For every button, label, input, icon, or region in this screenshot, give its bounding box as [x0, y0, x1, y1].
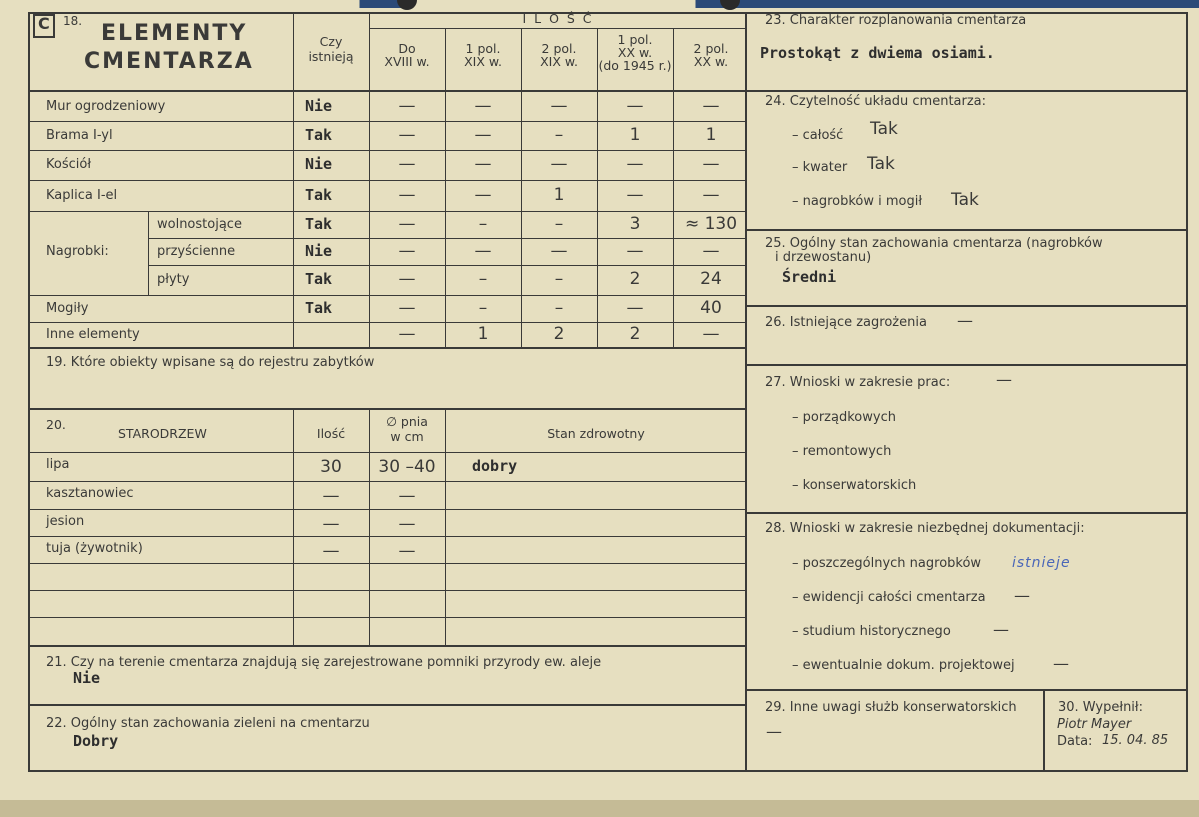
q24-label: 24. Czytelność układu cmentarza:	[765, 94, 987, 109]
q19-label: 19. Które obiekty wpisane są do rejestru zabytków	[46, 355, 375, 370]
element-row-quantity: —	[702, 184, 720, 205]
element-row-quantity: 2	[553, 323, 565, 344]
element-row-quantity: —	[474, 124, 492, 145]
q27-item-repair: – remontowych	[792, 444, 892, 459]
element-row-quantity: —	[550, 154, 568, 174]
trees-qty-header: Ilość	[316, 426, 346, 441]
element-row-quantity: —	[474, 154, 492, 174]
q28-item-records: – ewidencji całości cmentarza	[792, 590, 986, 605]
tree-row-name: jesion	[46, 514, 85, 529]
q28-answer-tombstones: istnieje	[1012, 555, 1071, 571]
element-row-quantity: 2	[629, 323, 641, 344]
top-edge	[0, 0, 1199, 8]
element-row-quantity: 40	[700, 297, 722, 318]
element-row-label: Inne elementy	[46, 326, 140, 342]
element-row-label: Mur ogrodzeniowy	[46, 98, 166, 114]
element-row-quantity: 1	[705, 124, 717, 145]
q27-answer: —	[996, 370, 1012, 389]
q24-answer-quarters: Tak	[867, 154, 895, 174]
element-row-exists: Tak	[305, 214, 333, 233]
element-row-quantity: —	[398, 297, 416, 318]
punch-hole	[397, 0, 417, 10]
element-row-quantity: —	[550, 95, 568, 116]
tree-row-quantity: —	[322, 514, 340, 534]
element-row-quantity: 3	[629, 213, 641, 234]
element-row-quantity: –	[478, 269, 488, 289]
element-row-exists: Nie	[305, 155, 333, 173]
q30-date: 15. 04. 85	[1102, 733, 1169, 748]
element-row-quantity: —	[398, 323, 416, 344]
element-row-label: Mogiły	[46, 300, 89, 316]
q27-label: 27. Wnioski w zakresie prac:	[765, 375, 951, 390]
tree-row-name: lipa	[46, 457, 70, 472]
element-row-quantity: —	[550, 240, 568, 261]
punch-hole	[720, 0, 740, 10]
q25-label-2: i drzewostanu)	[775, 250, 872, 265]
q30-date-label: Data:	[1057, 734, 1093, 749]
section-number: 18.	[63, 14, 83, 28]
element-row-exists: Nie	[305, 241, 333, 260]
q28-answer-project: —	[1053, 654, 1069, 673]
element-row-exists: Tak	[305, 270, 333, 288]
q24-item-graves: – nagrobków i mogił	[792, 194, 923, 209]
card-letter: C	[38, 14, 50, 33]
element-row-quantity: —	[626, 184, 644, 205]
element-row-quantity: —	[626, 95, 644, 116]
element-row-quantity: —	[702, 323, 720, 344]
q28-item-project: – ewentualnie dokum. projektowej	[792, 658, 1015, 673]
element-row-quantity: 24	[700, 269, 722, 289]
element-row-quantity: —	[398, 95, 416, 116]
element-row-label: płyty	[157, 272, 190, 287]
element-row-quantity: ≈ 130	[684, 213, 738, 234]
element-row-exists: Tak	[305, 298, 333, 317]
q28-answer-history: —	[993, 620, 1009, 639]
element-row-quantity: —	[398, 269, 416, 289]
element-row-quantity: —	[702, 154, 720, 174]
element-row-quantity: —	[398, 124, 416, 145]
q30-signature: Piotr Mayer	[1057, 717, 1132, 732]
element-row-quantity: —	[702, 95, 720, 116]
element-row-quantity: –	[554, 213, 564, 234]
trees-section-number: 20.	[46, 417, 66, 432]
q25-label: 25. Ogólny stan zachowania cmentarza (nagrobków	[765, 236, 1103, 251]
element-row-quantity: —	[398, 213, 416, 234]
element-row-quantity: –	[478, 213, 488, 234]
q23-answer: Prostokąt z dwiema osiami.	[760, 44, 995, 62]
tree-row-name: kasztanowiec	[46, 486, 134, 501]
element-row-quantity: 2	[629, 269, 641, 289]
q24-answer-whole: Tak	[870, 119, 898, 139]
element-row-label: Kościół	[46, 157, 92, 172]
element-row-quantity: 1	[553, 184, 565, 205]
element-row-quantity: —	[474, 184, 492, 205]
tree-row-quantity: —	[322, 486, 340, 506]
trees-health-header: Stan zdrowotny	[547, 426, 645, 441]
q22-answer: Dobry	[73, 732, 119, 750]
q26-answer: —	[957, 311, 973, 330]
card-bottom-edge	[0, 800, 1199, 817]
tree-row-health: dobry	[472, 457, 518, 475]
element-row-exists: Tak	[305, 185, 333, 204]
q21-answer: Nie	[73, 669, 101, 687]
period-header: 2 pol. XIX w.	[540, 41, 578, 69]
trees-header: STARODRZEW	[118, 426, 207, 441]
period-header: 2 pol. XX w.	[693, 41, 729, 69]
quantity-header: I L O Ś Ć	[522, 11, 594, 26]
element-row-quantity: —	[398, 240, 416, 261]
element-row-quantity: –	[554, 269, 564, 289]
q27-item-conservation: – konserwatorskich	[792, 478, 917, 493]
q21-label: 21. Czy na terenie cmentarza znajdują się zarejestrowane pomniki przyrody ew. aleje	[46, 655, 602, 670]
element-row-quantity: —	[474, 240, 492, 261]
period-header: 1 pol. XX w. (do 1945 r.)	[598, 32, 672, 73]
q23-label: 23. Charakter rozplanowania cmentarza	[765, 13, 1027, 28]
element-row-label: Kaplica I-el	[46, 187, 118, 203]
q24-item-whole: – całość	[792, 128, 844, 143]
tree-row-name: tuja (żywotnik)	[46, 541, 143, 556]
element-row-quantity: —	[398, 184, 416, 205]
q28-answer-records: —	[1014, 586, 1030, 605]
element-row-quantity: —	[398, 154, 416, 174]
q29-label: 29. Inne uwagi służb konserwatorskich	[765, 700, 1017, 715]
tree-row-diameter: —	[398, 486, 416, 506]
element-row-label: wolnostojące	[157, 216, 242, 232]
q28-item-history: – studium historycznego	[792, 624, 951, 639]
q30-label: 30. Wypełnił:	[1058, 700, 1143, 715]
q25-answer: Średni	[782, 268, 837, 286]
trees-diameter-header: ∅ pnia w cm	[386, 414, 428, 444]
elements-title: ELEMENTY	[101, 21, 248, 46]
q24-answer-graves: Tak	[951, 190, 979, 210]
elements-title-2: CMENTARZA	[84, 49, 254, 74]
element-row-label: przyścienne	[157, 243, 236, 259]
tree-row-quantity: 30	[320, 457, 342, 477]
q28-label: 28. Wnioski w zakresie niezbędnej dokumentacji:	[765, 521, 1085, 536]
element-row-quantity: —	[702, 240, 720, 261]
q27-item-cleanup: – porządkowych	[792, 410, 896, 425]
element-row-quantity: –	[554, 124, 564, 145]
tree-row-diameter: 30 –40	[378, 457, 436, 477]
element-row-quantity: 1	[477, 323, 489, 344]
tree-row-diameter: —	[398, 514, 416, 534]
element-row-quantity: –	[478, 297, 488, 318]
period-header: Do XVIII w.	[384, 41, 430, 69]
exists-column-header: Czy istnieją	[308, 34, 354, 64]
element-row-quantity: –	[554, 297, 564, 318]
element-row-quantity: —	[626, 297, 644, 318]
element-row-exists: Tak	[305, 125, 333, 144]
element-row-quantity: —	[474, 95, 492, 116]
tree-row-quantity: —	[322, 541, 340, 561]
element-row-exists: Nie	[305, 96, 333, 115]
element-row-quantity: —	[626, 154, 644, 174]
element-row-label: Brama I-yl	[46, 127, 113, 143]
tombstones-group-label: Nagrobki:	[46, 244, 109, 259]
period-header: 1 pol. XIX w.	[464, 41, 502, 69]
q22-label: 22. Ogólny stan zachowania zieleni na cmentarzu	[46, 716, 370, 731]
q29-answer: —	[766, 722, 782, 741]
q24-item-quarters: – kwater	[792, 160, 848, 175]
element-row-quantity: 1	[629, 124, 641, 145]
q26-label: 26. Istniejące zagrożenia	[765, 315, 927, 330]
tree-row-diameter: —	[398, 541, 416, 561]
q28-item-tombstones: – poszczególnych nagrobków	[792, 556, 982, 571]
element-row-quantity: —	[626, 240, 644, 261]
